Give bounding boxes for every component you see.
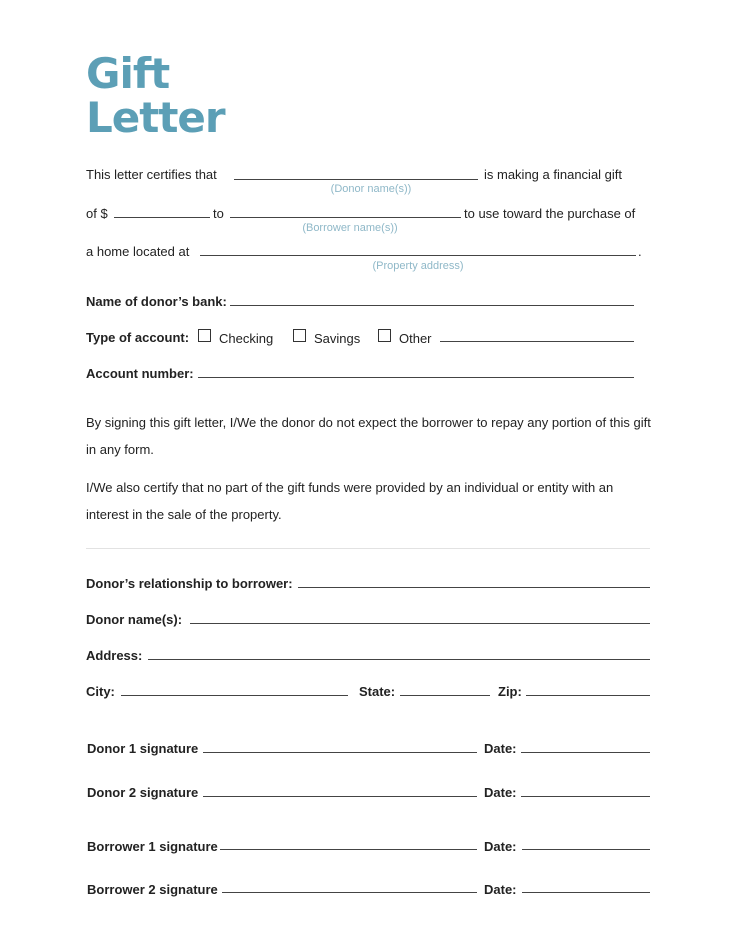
checking-label: Checking	[219, 331, 274, 346]
donor-name-field[interactable]	[234, 179, 478, 180]
donor-bank-label: Name of donor’s bank:	[86, 294, 227, 309]
donor2-signature-label: Donor 2 signature	[87, 785, 199, 800]
borrower1-date-field[interactable]	[522, 849, 650, 850]
donor-name-hint: (Donor name(s))	[330, 183, 412, 195]
city-field[interactable]	[121, 695, 348, 696]
savings-checkbox[interactable]	[293, 329, 306, 342]
relationship-field[interactable]	[298, 587, 650, 588]
relationship-label: Donor’s relationship to borrower:	[86, 576, 293, 591]
donor2-signature-field[interactable]	[203, 796, 477, 797]
donor-names-label: Donor name(s):	[86, 612, 183, 627]
donor-names-field[interactable]	[190, 623, 650, 624]
home-located-text: a home located at	[86, 244, 190, 259]
savings-label: Savings	[314, 331, 361, 346]
state-label: State:	[359, 684, 396, 699]
zip-field[interactable]	[526, 695, 650, 696]
checking-checkbox[interactable]	[198, 329, 211, 342]
sentence-period: .	[638, 244, 642, 259]
borrower-name-hint: (Borrower name(s))	[302, 222, 398, 234]
amount-label: of $	[86, 206, 108, 221]
gift-amount-field[interactable]	[114, 217, 210, 218]
document-title	[86, 49, 225, 142]
state-field[interactable]	[400, 695, 490, 696]
address-label: Address:	[86, 648, 143, 663]
title-line-2: Letter	[86, 93, 225, 142]
borrower2-signature-label: Borrower 2 signature	[87, 882, 218, 897]
zip-label: Zip:	[498, 684, 522, 699]
borrower1-signature-field[interactable]	[220, 849, 477, 850]
section-divider	[86, 548, 650, 549]
account-number-field[interactable]	[198, 377, 634, 378]
donor1-signature-label: Donor 1 signature	[87, 741, 199, 756]
borrower2-signature-field[interactable]	[222, 892, 477, 893]
property-address-hint: (Property address)	[372, 260, 464, 272]
repayment-paragraph: By signing this gift letter, I/We the donor do not expect the borrower to repay any portion of this gift in any form.	[86, 415, 651, 457]
account-number-label: Account number:	[86, 366, 194, 381]
borrower2-date-label: Date:	[484, 882, 517, 897]
donor-bank-field[interactable]	[230, 305, 634, 306]
donor1-date-field[interactable]	[521, 752, 650, 753]
donor2-date-label: Date:	[484, 785, 517, 800]
certify-mid-text: is making a financial gift	[484, 167, 623, 182]
certify-lead-text: This letter certifies that	[86, 167, 217, 182]
donor2-date-field[interactable]	[521, 796, 650, 797]
borrower1-date-label: Date:	[484, 839, 517, 854]
other-label: Other	[399, 331, 432, 346]
title-line-1: Gift	[86, 49, 170, 98]
donor1-date-label: Date:	[484, 741, 517, 756]
other-checkbox[interactable]	[378, 329, 391, 342]
address-field[interactable]	[148, 659, 650, 660]
donor1-signature-field[interactable]	[203, 752, 477, 753]
borrower1-signature-label: Borrower 1 signature	[87, 839, 218, 854]
property-address-field[interactable]	[200, 255, 636, 256]
borrower2-date-field[interactable]	[522, 892, 650, 893]
account-type-label: Type of account:	[86, 330, 190, 345]
certification-paragraph: I/We also certify that no part of the gift funds were provided by an individual or entity with an interest in the sale of the property.	[86, 480, 614, 522]
city-label: City:	[86, 684, 115, 699]
other-account-field[interactable]	[440, 341, 634, 342]
purpose-text: to use toward the purchase of	[464, 206, 636, 221]
to-text: to	[213, 206, 224, 221]
borrower-name-field[interactable]	[230, 217, 461, 218]
